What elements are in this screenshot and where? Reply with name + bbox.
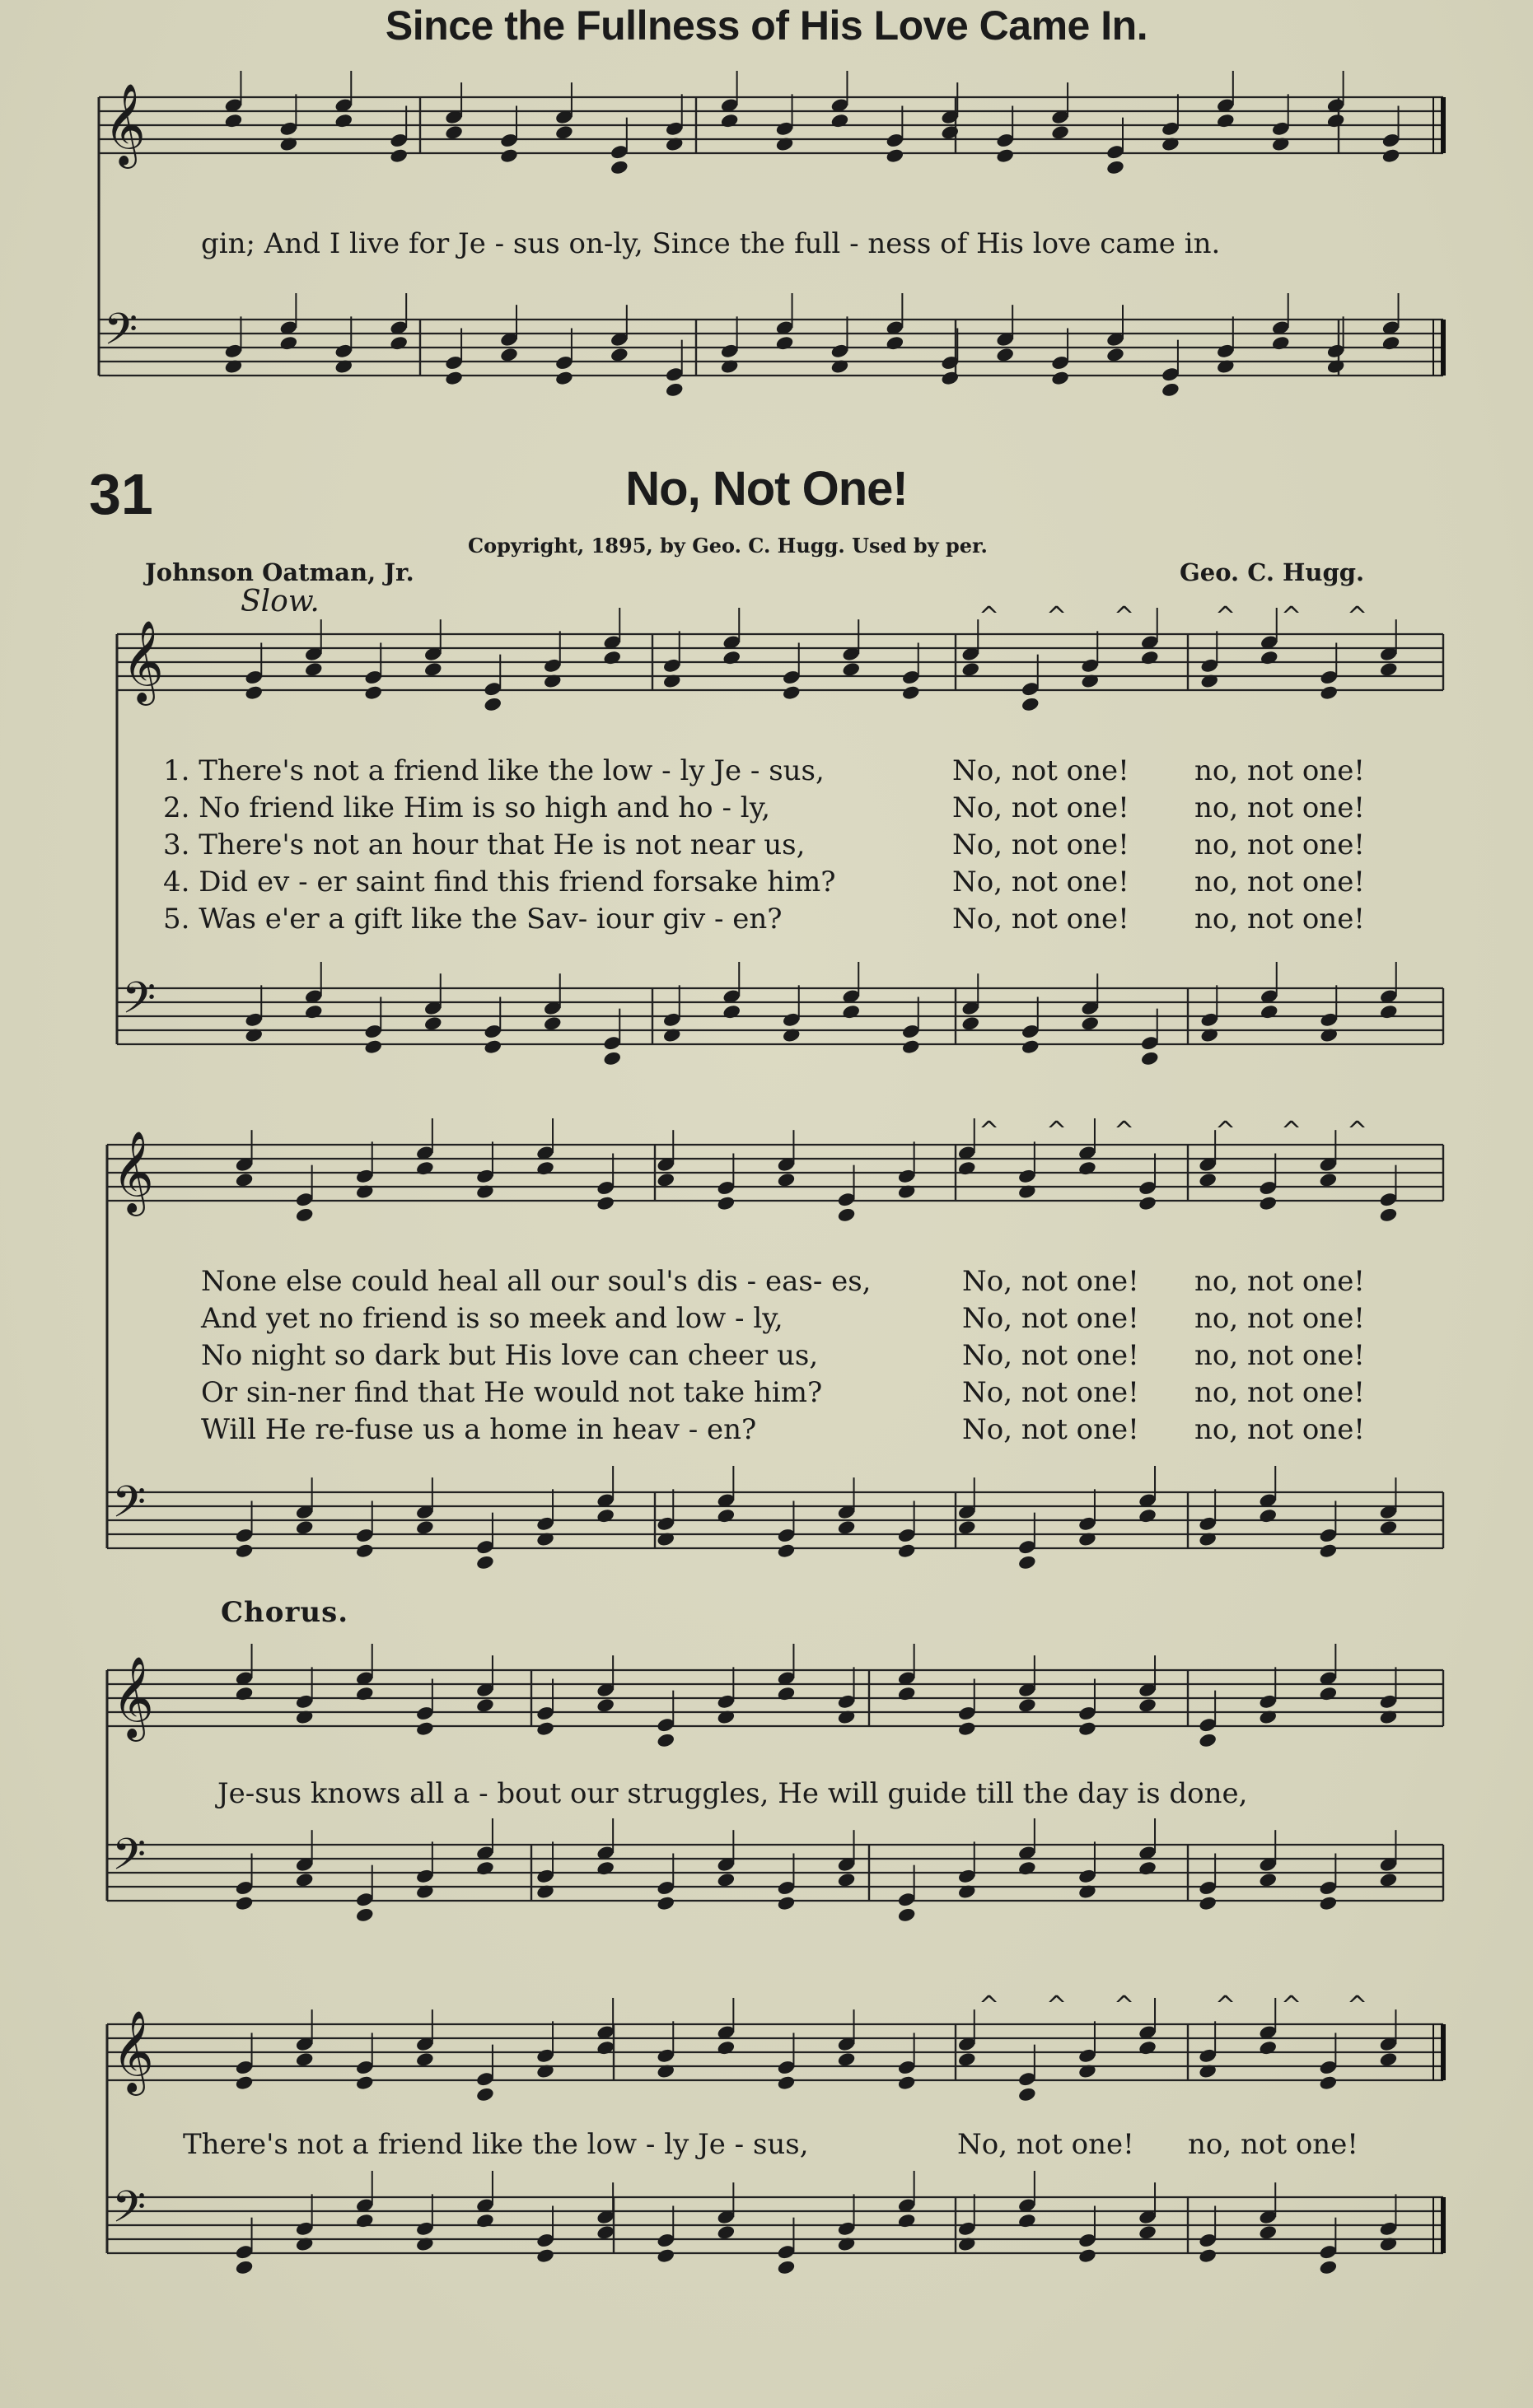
svg-text:^: ^ — [1215, 1991, 1236, 2020]
svg-text:𝄞: 𝄞 — [122, 620, 164, 702]
tempo-marking: Slow. — [241, 585, 320, 618]
svg-text:^: ^ — [979, 1117, 1000, 1146]
svg-text:𝄞: 𝄞 — [112, 2010, 154, 2093]
svg-text:^: ^ — [979, 1991, 1000, 2020]
svg-text:^: ^ — [1281, 602, 1302, 631]
svg-text:𝄢: 𝄢 — [122, 973, 157, 1034]
lyricist-credit: Johnson Oatman, Jr. — [145, 558, 414, 586]
svg-text:^: ^ — [1215, 1117, 1236, 1146]
svg-text:^: ^ — [1347, 602, 1368, 631]
svg-text:𝄞: 𝄞 — [112, 1131, 154, 1213]
svg-text:^: ^ — [1114, 1117, 1135, 1146]
svg-text:^: ^ — [1114, 602, 1135, 631]
svg-text:^: ^ — [1215, 602, 1236, 631]
composer-credit: Geo. C. Hugg. — [1180, 558, 1365, 586]
svg-text:𝄢: 𝄢 — [112, 2182, 147, 2243]
svg-text:𝄢: 𝄢 — [112, 1830, 147, 1891]
svg-text:𝄢: 𝄢 — [112, 1477, 147, 1538]
svg-text:^: ^ — [1114, 1991, 1135, 2020]
chorus-label: Chorus. — [221, 1596, 349, 1629]
svg-text:^: ^ — [1281, 1991, 1302, 2020]
svg-text:^: ^ — [1046, 602, 1068, 631]
svg-text:𝄞: 𝄞 — [112, 1656, 154, 1738]
svg-text:^: ^ — [1347, 1117, 1368, 1146]
svg-text:𝄞: 𝄞 — [104, 83, 146, 166]
svg-text:^: ^ — [1347, 1991, 1368, 2020]
top-hymn-title: Since the Fullness of His Love Came In. — [385, 2, 1148, 49]
svg-text:^: ^ — [1281, 1117, 1302, 1146]
hymn-title: No, Not One! — [625, 462, 908, 516]
chorus-lyric-line-1: Je-sus knows all a - bout our struggles, He will guide till the day is done, — [217, 1777, 1248, 1810]
svg-text:^: ^ — [1046, 1991, 1068, 2020]
hymnal-page: 𝄞 𝄢 𝄞 𝄢 𝄞 𝄢 𝄞 𝄢 𝄞 𝄢 ^ ^ ^ ^ ^ ^ ^ ^ ^ ^ ^ ^ ^ ^ ^ ^ ^ ^ Since the Fullness of His Love Came In. gin; And I live for Je - sus on-ly, Since the full - ness of His love came in. 31 No, Not One! Copyright, 1895, by Geo. C. Hugg. Used by per. Johnson Oatman, Jr. Geo. C. Hugg. Slow. 1. There's not a friend like the low - ly Je - sus, No, not one! no, not one! 2. No friend like Him is so high and ho - ly, No, not one! no, not one! 3. There's not an hour that He is not near us, No, not one! no, not one! 4. Did ev - er saint find this friend forsake him? No, not one! no, not one! 5. Was e'er a gift like the Sav- iour giv - en? No, not one! no, not one! None else could heal all our soul's dis - eas- es, No, not one! no, not one! And yet no friend is so meek and low - ly, No, not one! no, not one! No night so dark but His love can cheer us, No, not one! no, not one! Or sin-ner find that He would not take him? No, not one! no, not one! Will He re-fuse us a home in heav - en? No, not one! no, not one! Chorus. Je-sus knows all a - bout our struggles, He will guide till the day is done, There's not a friend like the low - ly Je - sus, No, not one! no, not one! — [0, 0, 1533, 2408]
svg-text:𝄢: 𝄢 — [104, 305, 138, 366]
svg-text:^: ^ — [1046, 1117, 1068, 1146]
top-lyric-line: gin; And I live for Je - sus on-ly, Since the full - ness of His love came in. — [201, 227, 1221, 260]
svg-text:^: ^ — [979, 602, 1000, 631]
copyright-notice: Copyright, 1895, by Geo. C. Hugg. Used by per. — [468, 534, 988, 558]
hymn-number: 31 — [89, 462, 153, 526]
